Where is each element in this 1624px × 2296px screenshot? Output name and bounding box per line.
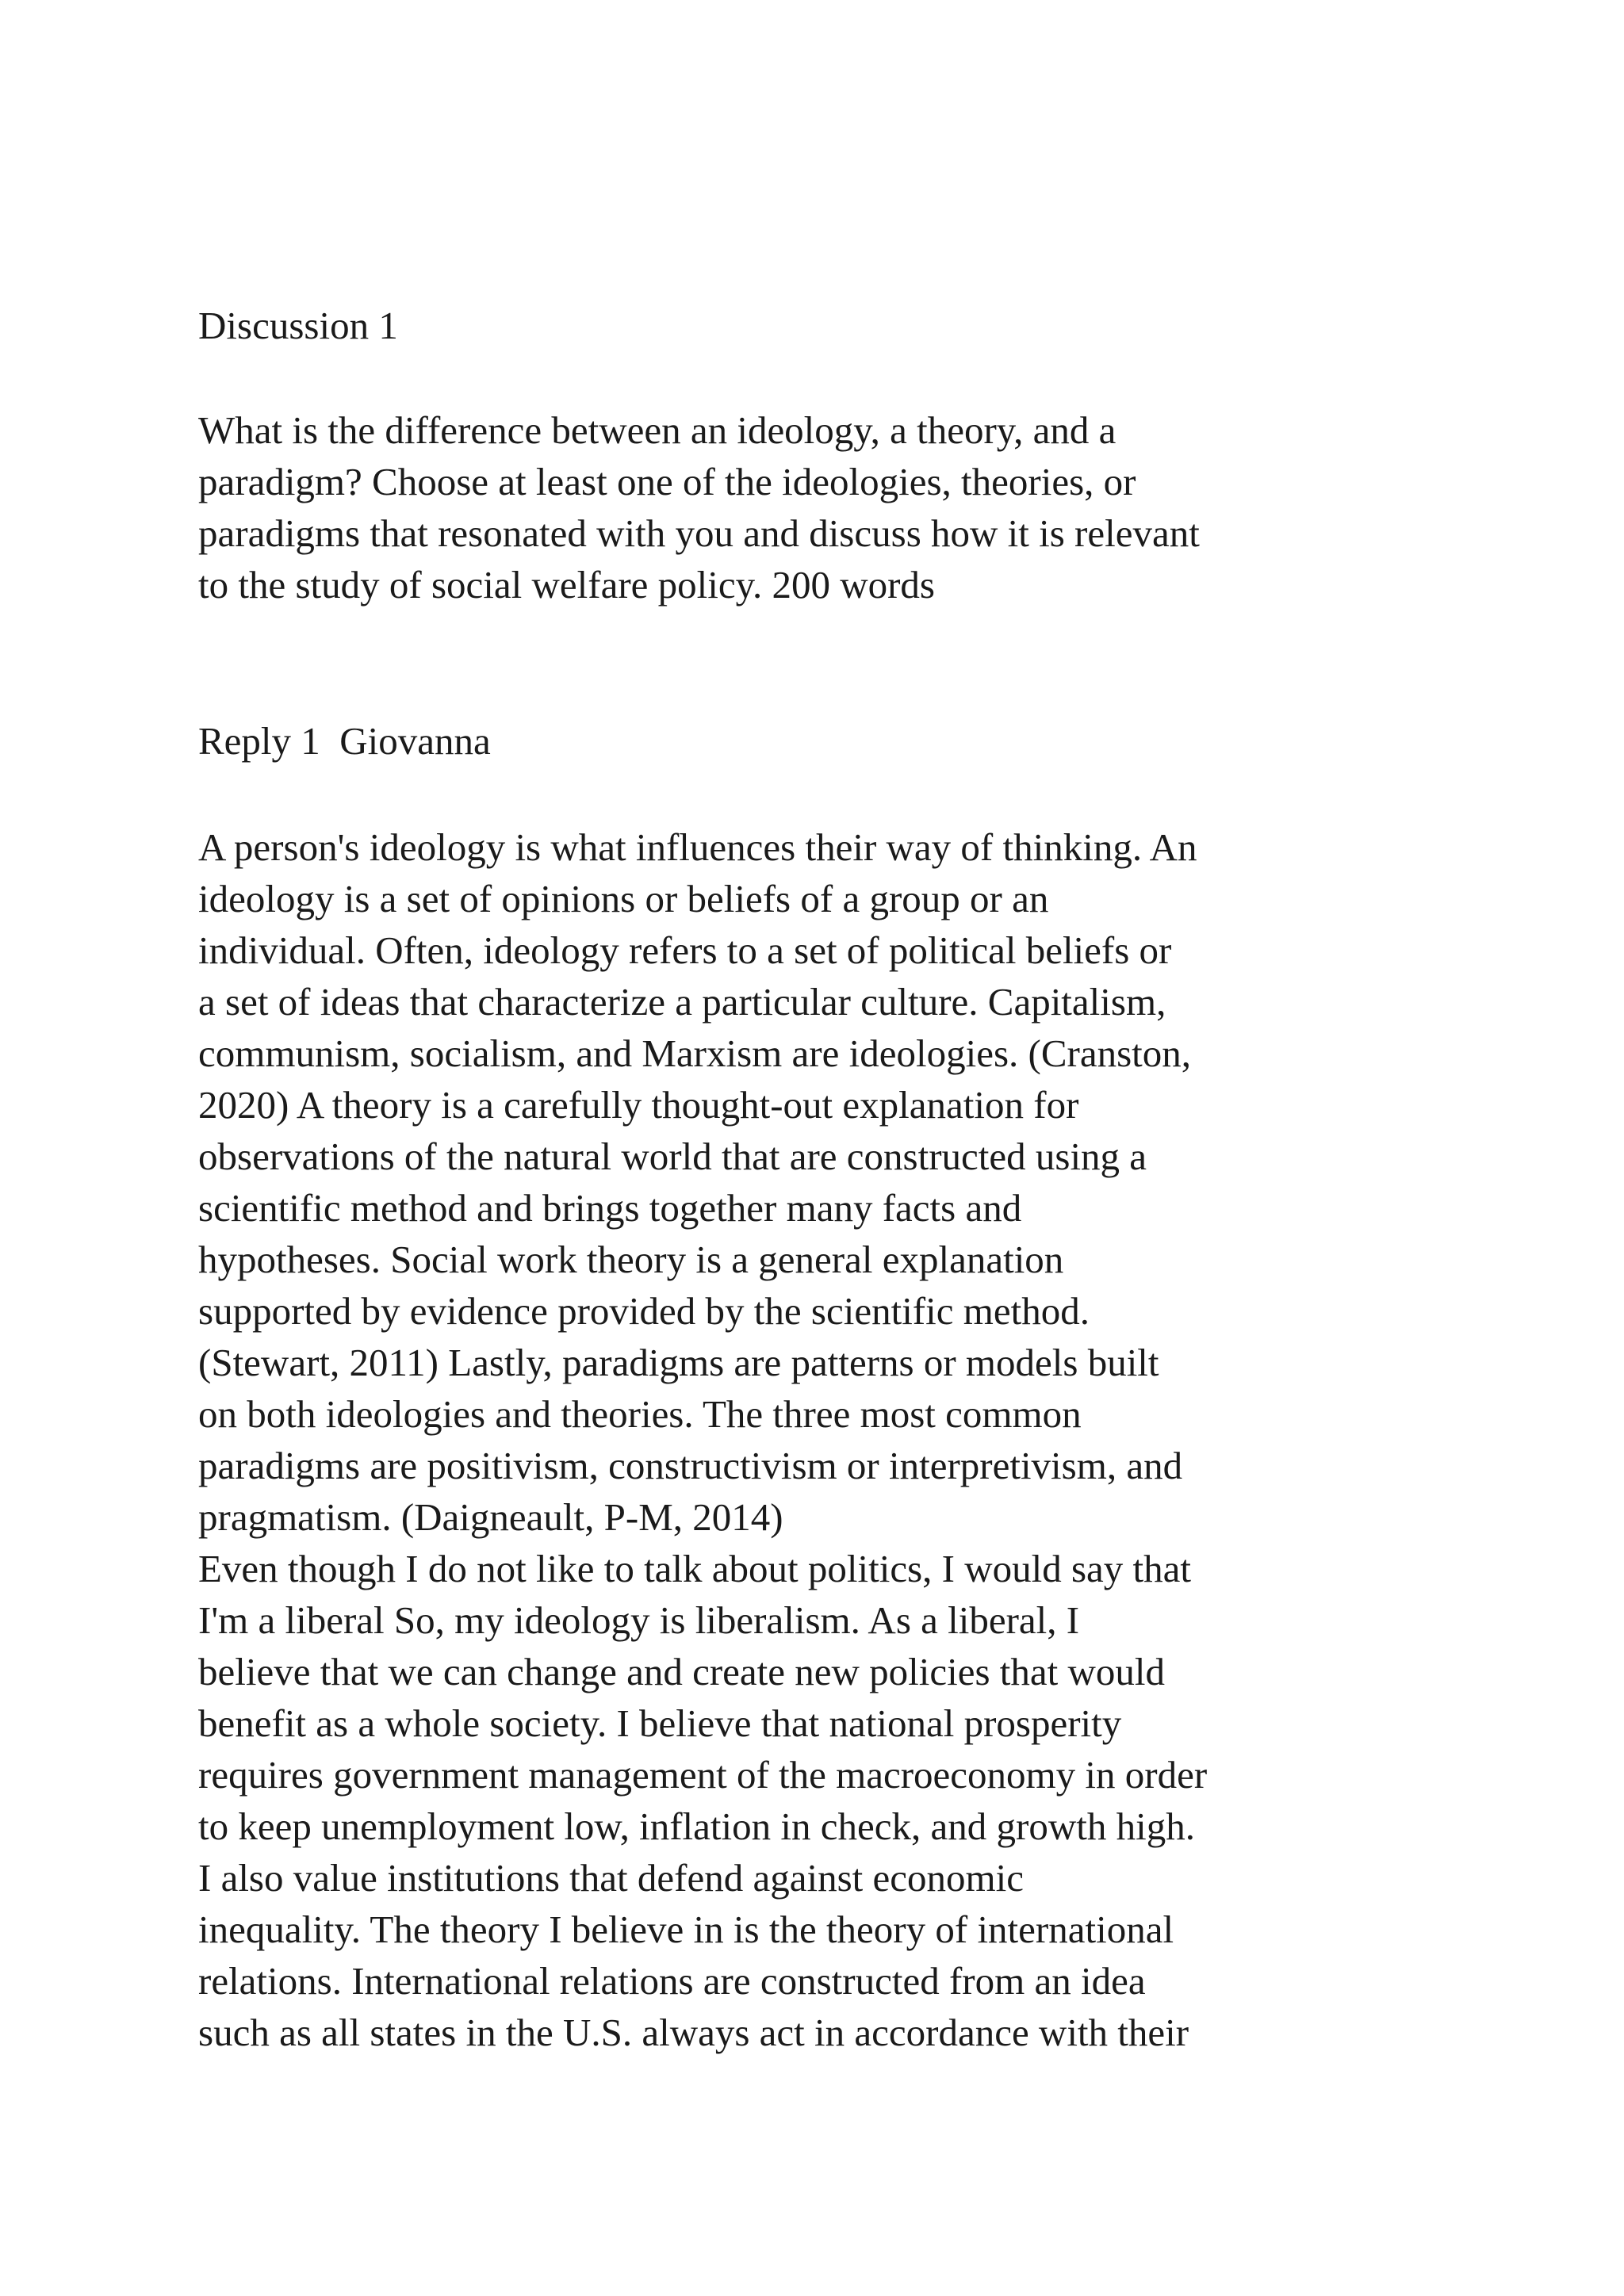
- prompt-line: to the study of social welfare policy. 200 words: [198, 563, 935, 607]
- reply-line: individual. Often, ideology refers to a set of political beliefs or: [198, 928, 1172, 972]
- prompt-line: paradigm? Choose at least one of the ideologies, theories, or: [198, 460, 1136, 503]
- reply-line: observations of the natural world that are constructed using a: [198, 1135, 1147, 1178]
- reply-line: A person's ideology is what influences their way of thinking. An: [198, 825, 1197, 869]
- reply-line: pragmatism. (Daigneault, P-M, 2014): [198, 1495, 783, 1539]
- reply-line: (Stewart, 2011) Lastly, paradigms are patterns or models built: [198, 1341, 1159, 1384]
- reply-line: requires government management of the macroeconomy in order: [198, 1753, 1208, 1797]
- reply-line: hypotheses. Social work theory is a general explanation: [198, 1238, 1064, 1281]
- reply-body: [198, 821, 1515, 2058]
- reply-line: relations. International relations are constructed from an idea: [198, 1959, 1146, 2003]
- reply-line: inequality. The theory I believe in is the theory of international: [198, 1908, 1174, 1951]
- reply-line: on both ideologies and theories. The three most common: [198, 1392, 1082, 1436]
- reply-line: ideology is a set of opinions or beliefs of a group or an: [198, 877, 1049, 920]
- prompt-line: paradigms that resonated with you and discuss how it is relevant: [198, 511, 1200, 555]
- reply-line: communism, socialism, and Marxism are ideologies. (Cranston,: [198, 1031, 1192, 1075]
- reply-line: scientific method and brings together many facts and: [198, 1186, 1022, 1230]
- reply-line: supported by evidence provided by the scientific method.: [198, 1289, 1090, 1333]
- reply-line: 2020) A theory is a carefully thought-out explanation for: [198, 1083, 1079, 1127]
- reply-line: benefit as a whole society. I believe that national prosperity: [198, 1701, 1122, 1745]
- reply-line: a set of ideas that characterize a particular culture. Capitalism,: [198, 980, 1166, 1024]
- discussion-heading: [198, 300, 1515, 351]
- reply-line: Even though I do not like to talk about politics, I would say that: [198, 1547, 1192, 1590]
- heading-text: Discussion 1: [198, 304, 398, 347]
- reply-line: I'm a liberal So, my ideology is liberalism. As a liberal, I: [198, 1598, 1080, 1642]
- reply-line: to keep unemployment low, inflation in check, and growth high.: [198, 1804, 1195, 1848]
- reply-label-text: Reply 1 Giovanna: [198, 719, 491, 763]
- reply-line: I also value institutions that defend against economic: [198, 1856, 1024, 1900]
- prompt-line: What is the difference between an ideology, a theory, and a: [198, 408, 1116, 452]
- reply-line: believe that we can change and create new policies that would: [198, 1650, 1166, 1693]
- discussion-prompt: [198, 404, 1515, 610]
- reply-line: such as all states in the U.S. always act in accordance with their: [198, 2011, 1189, 2054]
- reply-heading: [198, 715, 1515, 767]
- reply-line: paradigms are positivism, constructivism or interpretivism, and: [198, 1444, 1183, 1487]
